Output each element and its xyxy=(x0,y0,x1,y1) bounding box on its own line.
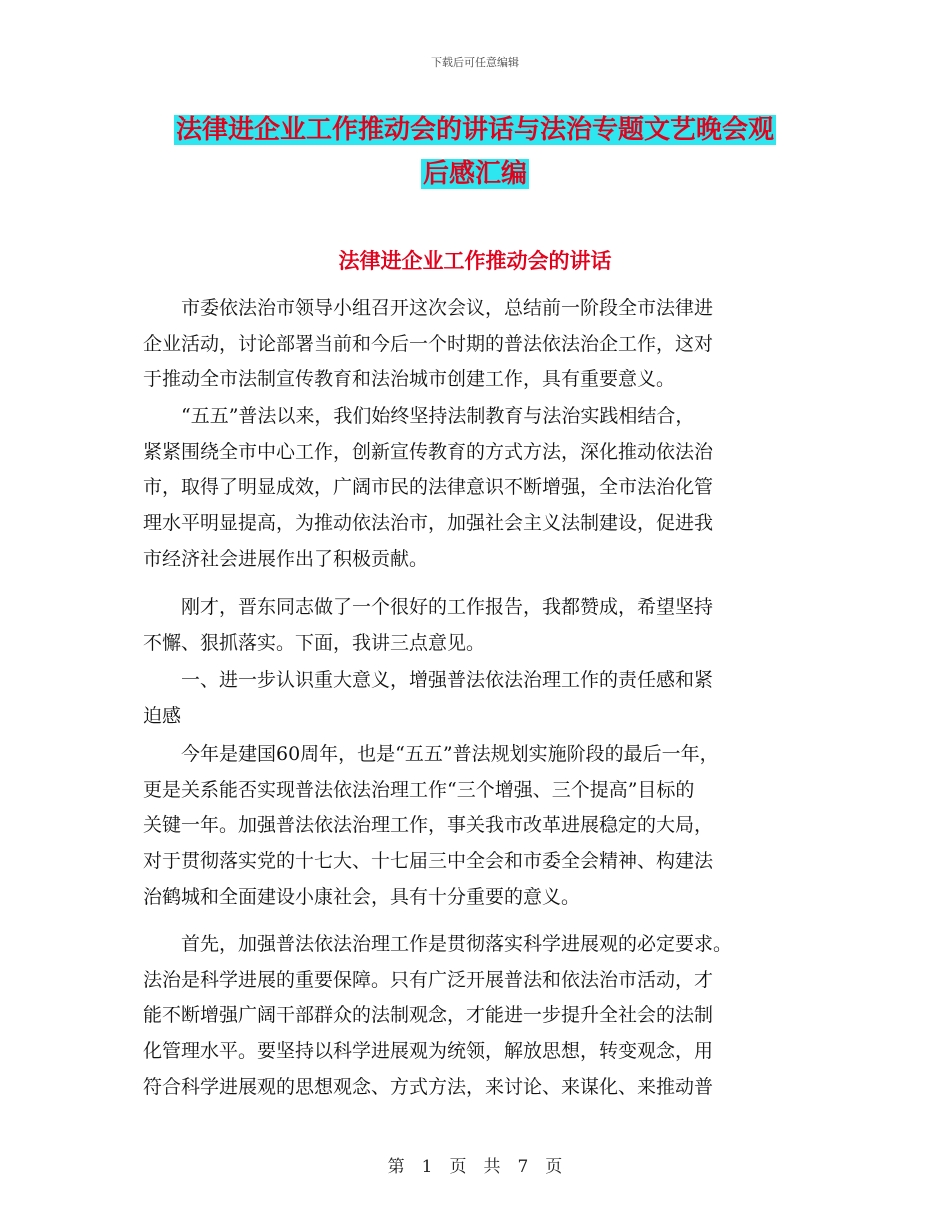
paragraph-4 xyxy=(143,737,813,916)
paragraph-line: 治鹤城和全面建设小康社会，具有十分重要的意义。 xyxy=(143,885,581,908)
paragraph-line: “五五”普法以来，我们始终坚持法制教育与法治实践相结合， xyxy=(143,405,695,427)
paragraph-line: 不懈、狠抓落实。下面，我讲三点意见。 xyxy=(143,631,486,654)
document-title-line-1 xyxy=(0,108,950,152)
paragraph-line: 符合科学进展观的思想观念、方式方法，来讨论、来谋化、来推动普 xyxy=(143,1075,714,1098)
title-highlight-2: 后感汇编 xyxy=(422,159,527,189)
paragraph-line: 刚才，晋东同志做了一个很好的工作报告，我都赞成，希望坚持 xyxy=(143,596,714,618)
section-one-heading xyxy=(143,663,813,734)
paragraph-line: 于推动全市法制宣传教育和法治城市创建工作，具有重要意义。 xyxy=(143,368,676,391)
paragraph-line: 对于贯彻落实党的十七大、十七届三中全会和市委全会精神、构建法 xyxy=(143,850,714,873)
paragraph-line: 首先，加强普法依法治理工作是贯彻落实科学进展观的必定要求。 xyxy=(143,933,733,955)
paragraph-line: 关键一年。加强普法依法治理工作，事关我市改革进展稳定的大局， xyxy=(143,814,714,837)
paragraph-5 xyxy=(143,927,813,1106)
paragraph-line: 紧紧围绕全市中心工作，创新宣传教育的方式方法，深化推动依法治 xyxy=(143,440,714,463)
page-number-footer: 第 1 页 共 7 页 xyxy=(387,1157,563,1177)
paragraph-3 xyxy=(143,590,813,661)
paragraph-line: 更是关系能否实现普法依法治理工作“三个增强、三个提高”目标的 xyxy=(143,778,695,801)
paragraph-2 xyxy=(143,399,813,578)
title-highlight-1: 法律进企业工作推动会的讲话与法治专题文艺晚会观 xyxy=(175,115,774,145)
paragraph-line: 法治是科学进展的重要保障。只有广泛开展普法和依法治市活动，才 xyxy=(143,968,714,991)
paragraph-line: 化管理水平。要坚持以科学进展观为统领，解放思想，转变观念，用 xyxy=(143,1040,714,1063)
paragraph-line: 市，取得了明显成效，广阔市民的法律意识不断增强，全市法治化管 xyxy=(143,476,714,499)
paragraph-1 xyxy=(143,291,813,398)
paragraph-line: 能不断增强广阔干部群众的法制观念，才能进一步提升全社会的法制 xyxy=(143,1004,714,1027)
paragraph-line: 迫感 xyxy=(143,704,182,727)
paragraph-line: 企业活动，讨论部署当前和今后一个时期的普法依法治企工作，这对 xyxy=(143,332,714,355)
paragraph-line: 理水平明显提高，为推动依法治市，加强社会主义法制建设，促进我 xyxy=(143,512,714,535)
section-heading: 法律进企业工作推动会的讲话 xyxy=(338,248,612,273)
document-title-line-2 xyxy=(0,152,950,196)
header-note: 下载后可任意编辑 xyxy=(431,56,519,69)
paragraph-line: 一、进一步认识重大意义，增强普法依法治理工作的责任感和紧 xyxy=(143,669,714,691)
paragraph-line: 市经济社会进展作出了积极贡献。 xyxy=(143,547,429,570)
paragraph-line: 今年是建国60周年，也是“五五”普法规划实施阶段的最后一年， xyxy=(143,743,719,765)
paragraph-line: 市委依法治市领导小组召开这次会议，总结前一阶段全市法律进 xyxy=(143,297,714,319)
